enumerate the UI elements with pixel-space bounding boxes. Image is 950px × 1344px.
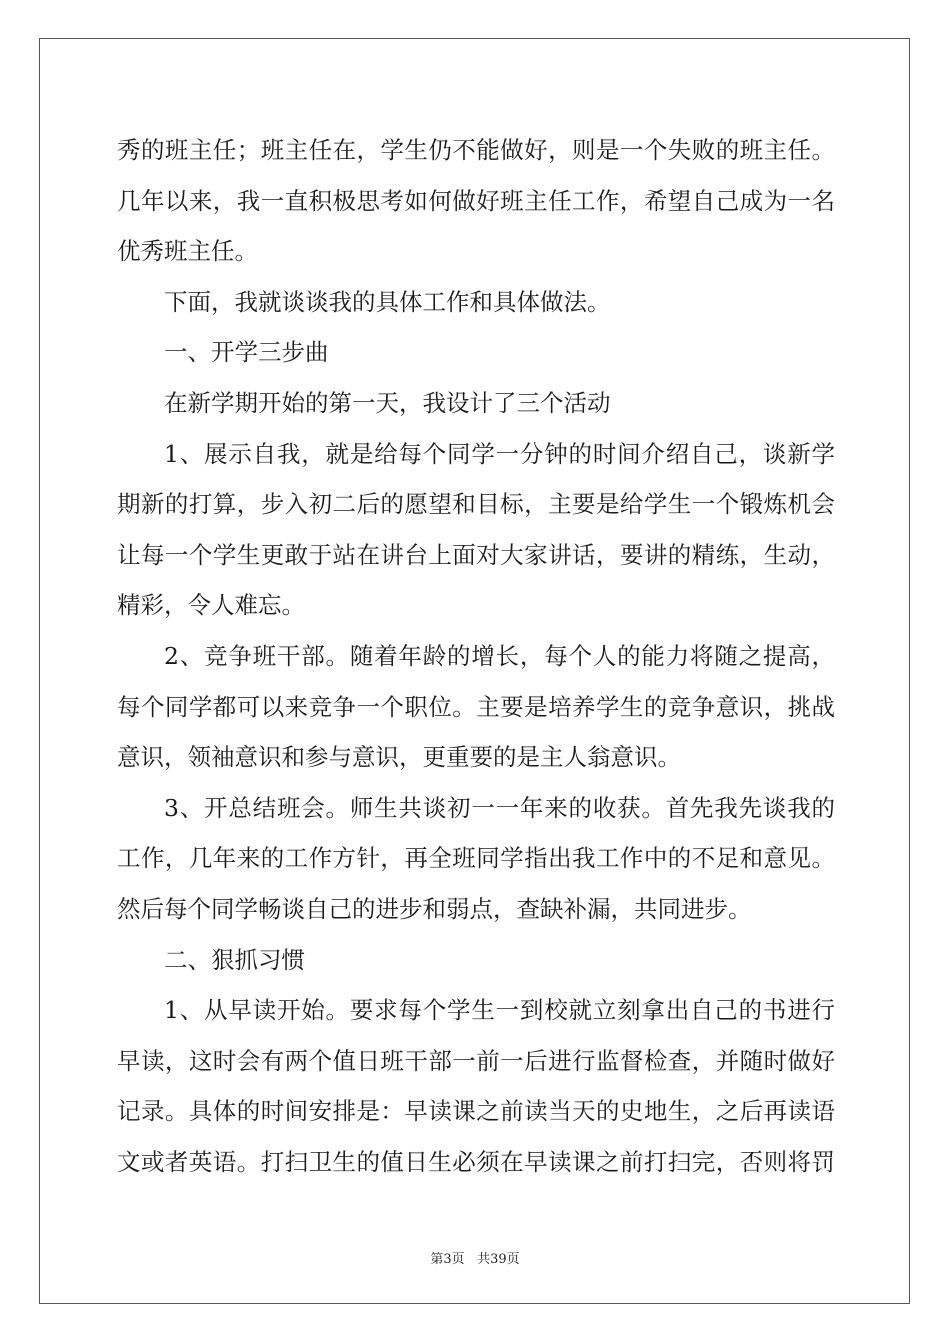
text-line: 一、开学三步曲 bbox=[164, 338, 329, 367]
page-total: 共39页 bbox=[477, 1252, 520, 1267]
text-line: 3、开总结班会。师生共谈初一一年来的收获。首先我先谈我的 bbox=[164, 793, 835, 822]
text-line: 秀的班主任；班主任在，学生仍不能做好，则是一个失败的班主任。 bbox=[117, 136, 835, 164]
text-line: 几年以来，我一直积极思考如何做好班主任工作，希望自己成为一名 bbox=[117, 186, 835, 215]
text-line: 让每一个学生更敢于站在讲台上面对大家讲话，要讲的精练，生动， bbox=[117, 540, 835, 569]
text-line: 二、狠抓习惯 bbox=[164, 945, 305, 974]
page-footer bbox=[0, 1248, 950, 1267]
text-line: 优秀班主任。 bbox=[117, 237, 258, 266]
text-line: 记录。具体的时间安排是：早读课之前读当天的史地生，之后再读语 bbox=[117, 1097, 835, 1126]
text-line: 下面，我就谈谈我的具体工作和具体做法。 bbox=[164, 287, 611, 316]
text-line: 然后每个同学畅谈自己的进步和弱点，查缺补漏，共同进步。 bbox=[117, 894, 752, 923]
text-line: 意识，领袖意识和参与意识，更重要的是主人翁意识。 bbox=[117, 743, 681, 772]
text-line: 精彩，令人难忘。 bbox=[117, 591, 305, 620]
text-line: 1、展示自我，就是给每个同学一分钟的时间介绍自己，谈新学 bbox=[164, 439, 835, 468]
page-number: 第3页 bbox=[430, 1252, 465, 1267]
text-line: 工作，几年来的工作方针，再全班同学指出我工作中的不足和意见。 bbox=[117, 844, 835, 873]
text-line: 在新学期开始的第一天，我设计了三个活动 bbox=[164, 388, 611, 417]
text-line: 每个同学都可以来竞争一个职位。主要是培养学生的竞争意识，挑战 bbox=[117, 692, 835, 721]
text-line: 2、竞争班干部。随着年龄的增长，每个人的能力将随之提高， bbox=[164, 641, 835, 670]
text-line: 文或者英语。打扫卫生的值日生必须在早读课之前打扫完，否则将罚 bbox=[117, 1147, 835, 1176]
text-line: 期新的打算，步入初二后的愿望和目标，主要是给学生一个锻炼机会 bbox=[117, 490, 835, 519]
text-line: 早读，这时会有两个值日班干部一前一后进行监督检查，并随时做好 bbox=[117, 1046, 835, 1075]
document-body bbox=[117, 125, 835, 1187]
footer-separator bbox=[465, 1252, 477, 1267]
text-line: 1、从早读开始。要求每个学生一到校就立刻拿出自己的书进行 bbox=[164, 996, 835, 1025]
